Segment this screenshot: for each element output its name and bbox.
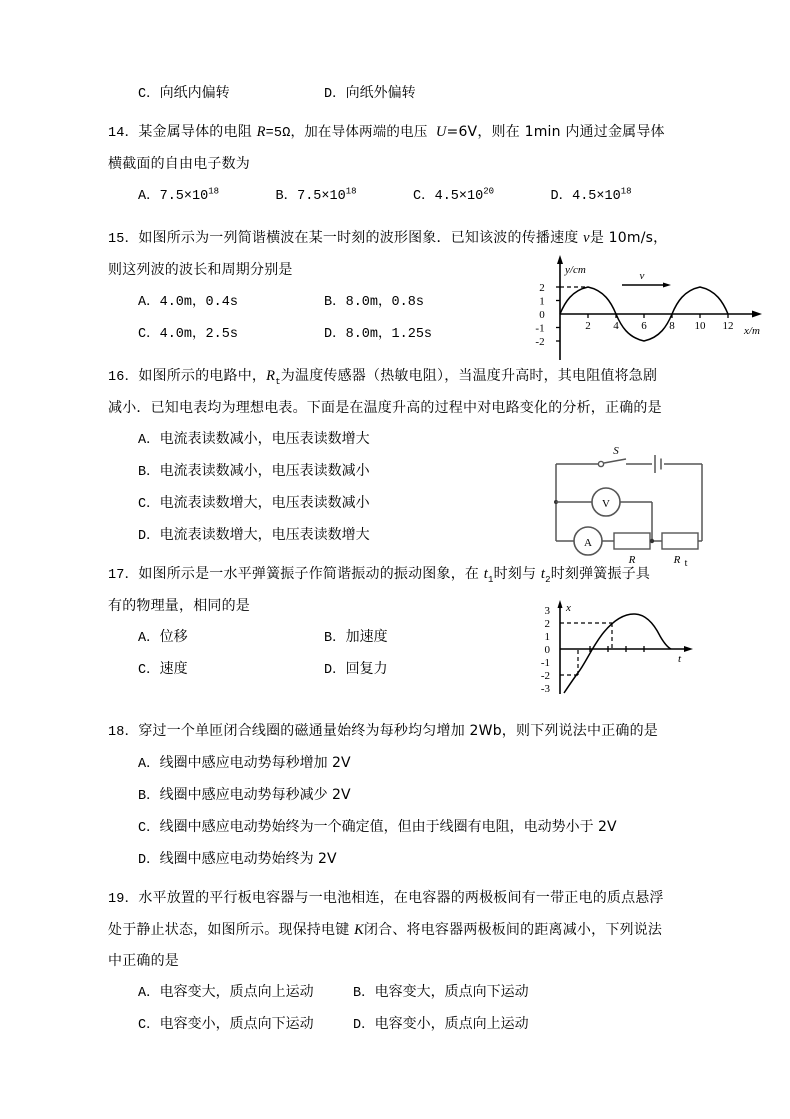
circuit-thermistor-sub: t bbox=[684, 558, 688, 566]
q19-option-c: C．电容变小，质点向下运动 bbox=[138, 1016, 314, 1033]
wave-xtick-2: 2 bbox=[585, 320, 591, 332]
q19-option-d: D．电容变小，质点向上运动 bbox=[353, 1016, 529, 1033]
q14-stem-line1: 14．某金属导体的电阻 R=5Ω，加在导体两端的电压 U=6V，则在 1min 内通过金属导体 bbox=[108, 124, 665, 141]
q15-option-c: C．4.0m，2.5s bbox=[138, 327, 238, 342]
question-19 bbox=[108, 883, 688, 1041]
shm-x-axis-label: t bbox=[678, 653, 682, 665]
q17-option-d: D．回复力 bbox=[324, 661, 388, 678]
wave-ytick-neg1: -1 bbox=[535, 322, 545, 335]
q16-stem-line2: 减小．已知电表均为理想电表。下面是在温度升高的过程中对电路变化的分析，正确的是 bbox=[108, 400, 662, 416]
circuit-voltmeter-label: V bbox=[602, 498, 610, 510]
shm-ytick-neg1: -1 bbox=[540, 657, 550, 669]
q15-stem-line2: 则这列波的波长和周期分别是 bbox=[108, 262, 293, 278]
circuit-thermistor-label: R bbox=[673, 554, 681, 566]
option-d: D．向纸外偏转 bbox=[324, 85, 416, 102]
q14-options-row bbox=[108, 180, 688, 212]
q14-option-c: C．$4.5\times 10^{20}$ bbox=[413, 186, 495, 204]
q14-option-b: B．$7.5\times 10^{18}$ bbox=[275, 186, 357, 204]
figure-wave-graph bbox=[518, 252, 780, 364]
wave-xtick-12: 12 bbox=[722, 320, 734, 332]
q18-option-a-row bbox=[108, 748, 688, 780]
q17-stem-line2: 有的物理量，相同的是 bbox=[108, 598, 250, 614]
q19-options-row-2 bbox=[108, 1009, 688, 1041]
q15-option-d: D．8.0m，1.25s bbox=[324, 327, 433, 342]
q16-option-a: A．电流表读数减小，电压表读数增大 bbox=[138, 431, 370, 448]
q19-options-row-1 bbox=[108, 977, 688, 1009]
q14-option-d: D．$4.5\times 10^{18}$ bbox=[550, 186, 632, 204]
wave-velocity-label: v bbox=[639, 270, 645, 282]
q17-option-a: A．位移 bbox=[138, 629, 188, 646]
wave-xtick-6: 6 bbox=[641, 320, 647, 332]
shm-ytick-1: 1 bbox=[544, 631, 550, 643]
wave-ytick-neg2: -2 bbox=[535, 336, 545, 348]
q18-stem-line1: 18．穿过一个单匝闭合线圈的磁通量始终为每秒均匀增加 2Wb，则下列说法中正确的是 bbox=[108, 723, 658, 740]
q17-option-b: B．加速度 bbox=[324, 629, 388, 646]
circuit-resistor-label: R bbox=[628, 554, 636, 566]
q14-stem-line2: 横截面的自由电子数为 bbox=[108, 156, 250, 172]
wave-y-axis-label: y/cm bbox=[565, 264, 586, 276]
q18-option-a: A．线圈中感应电动势每秒增加 2V bbox=[138, 755, 351, 772]
q15-stem-line1: 15．如图所示为一列简谐横波在某一时刻的波形图象．已知该波的传播速度 v是 10m/s， bbox=[108, 230, 668, 247]
q18-option-d: D．线圈中感应电动势始终为 2V bbox=[138, 851, 337, 868]
shm-y-axis-label: x bbox=[566, 602, 571, 614]
q19-stem-line2: 处于静止状态，如图所示。现保持电键 K闭合、将电容器两极板间的距离减小，下列说法 bbox=[108, 922, 663, 938]
q18-option-b-row bbox=[108, 780, 688, 812]
carryover-options-row bbox=[108, 78, 688, 110]
wave-xtick-4: 4 bbox=[613, 320, 619, 332]
q18-option-c: C．线圈中感应电动势始终为一个确定值，但由于线圈有电阻，电动势小于 2V bbox=[138, 819, 617, 836]
shm-ytick-neg3: -3 bbox=[540, 683, 550, 695]
q17-option-c: C．速度 bbox=[138, 661, 188, 678]
q19-option-b: B．电容变大，质点向下运动 bbox=[353, 984, 529, 1001]
wave-ytick-0: 0 bbox=[539, 309, 545, 321]
q18-option-d-row bbox=[108, 844, 688, 876]
q14-option-a: A．$7.5\times 10^{18}$ bbox=[138, 186, 220, 204]
shm-ytick-neg2: -2 bbox=[540, 670, 550, 682]
q19-option-a: A．电容变大，质点向上运动 bbox=[138, 984, 314, 1001]
question-18 bbox=[108, 716, 688, 876]
figure-shm-graph bbox=[528, 598, 728, 698]
circuit-ammeter-label: A bbox=[584, 537, 592, 549]
wave-x-axis-label: x/m bbox=[744, 325, 760, 337]
q15-option-a: A．4.0m，0.4s bbox=[138, 295, 238, 310]
wave-xtick-10: 10 bbox=[694, 320, 706, 332]
q16-option-c: C．电流表读数增大，电压表读数减小 bbox=[138, 495, 370, 512]
q19-stem-line3: 中正确的是 bbox=[108, 953, 179, 969]
q16-stem-line1: 16．如图所示的电路中，$R_t$为温度传感器（热敏电阻），当温度升高时，其电阻值将急剧 bbox=[108, 368, 658, 387]
wave-ytick-1: 1 bbox=[539, 295, 545, 308]
figure-circuit-diagram bbox=[520, 444, 770, 566]
option-c: C．向纸内偏转 bbox=[138, 85, 230, 102]
wave-xtick-8: 8 bbox=[669, 320, 675, 332]
shm-ytick-2: 2 bbox=[544, 618, 550, 630]
q18-option-c-row bbox=[108, 812, 688, 844]
q18-option-b: B．线圈中感应电动势每秒减少 2V bbox=[138, 787, 351, 804]
q16-option-b: B．电流表读数减小，电压表读数减小 bbox=[138, 463, 370, 480]
q17-stem-line1: 17．如图所示是一水平弹簧振子作简谐振动的振动图象，在 $t_1$时刻与 $t_2$时刻弹簧振子具 bbox=[108, 566, 651, 585]
q15-option-b: B．8.0m，0.8s bbox=[324, 295, 424, 310]
shm-ytick-0: 0 bbox=[544, 644, 550, 656]
wave-ytick-2: 2 bbox=[539, 282, 545, 294]
q16-option-d: D．电流表读数增大，电压表读数增大 bbox=[138, 527, 370, 544]
q19-stem-line1: 19．水平放置的平行板电容器与一电池相连，在电容器的两极板间有一带正电的质点悬浮 bbox=[108, 890, 664, 907]
question-14 bbox=[108, 117, 688, 212]
shm-ytick-3: 3 bbox=[544, 605, 550, 617]
circuit-switch-label: S bbox=[613, 445, 619, 457]
